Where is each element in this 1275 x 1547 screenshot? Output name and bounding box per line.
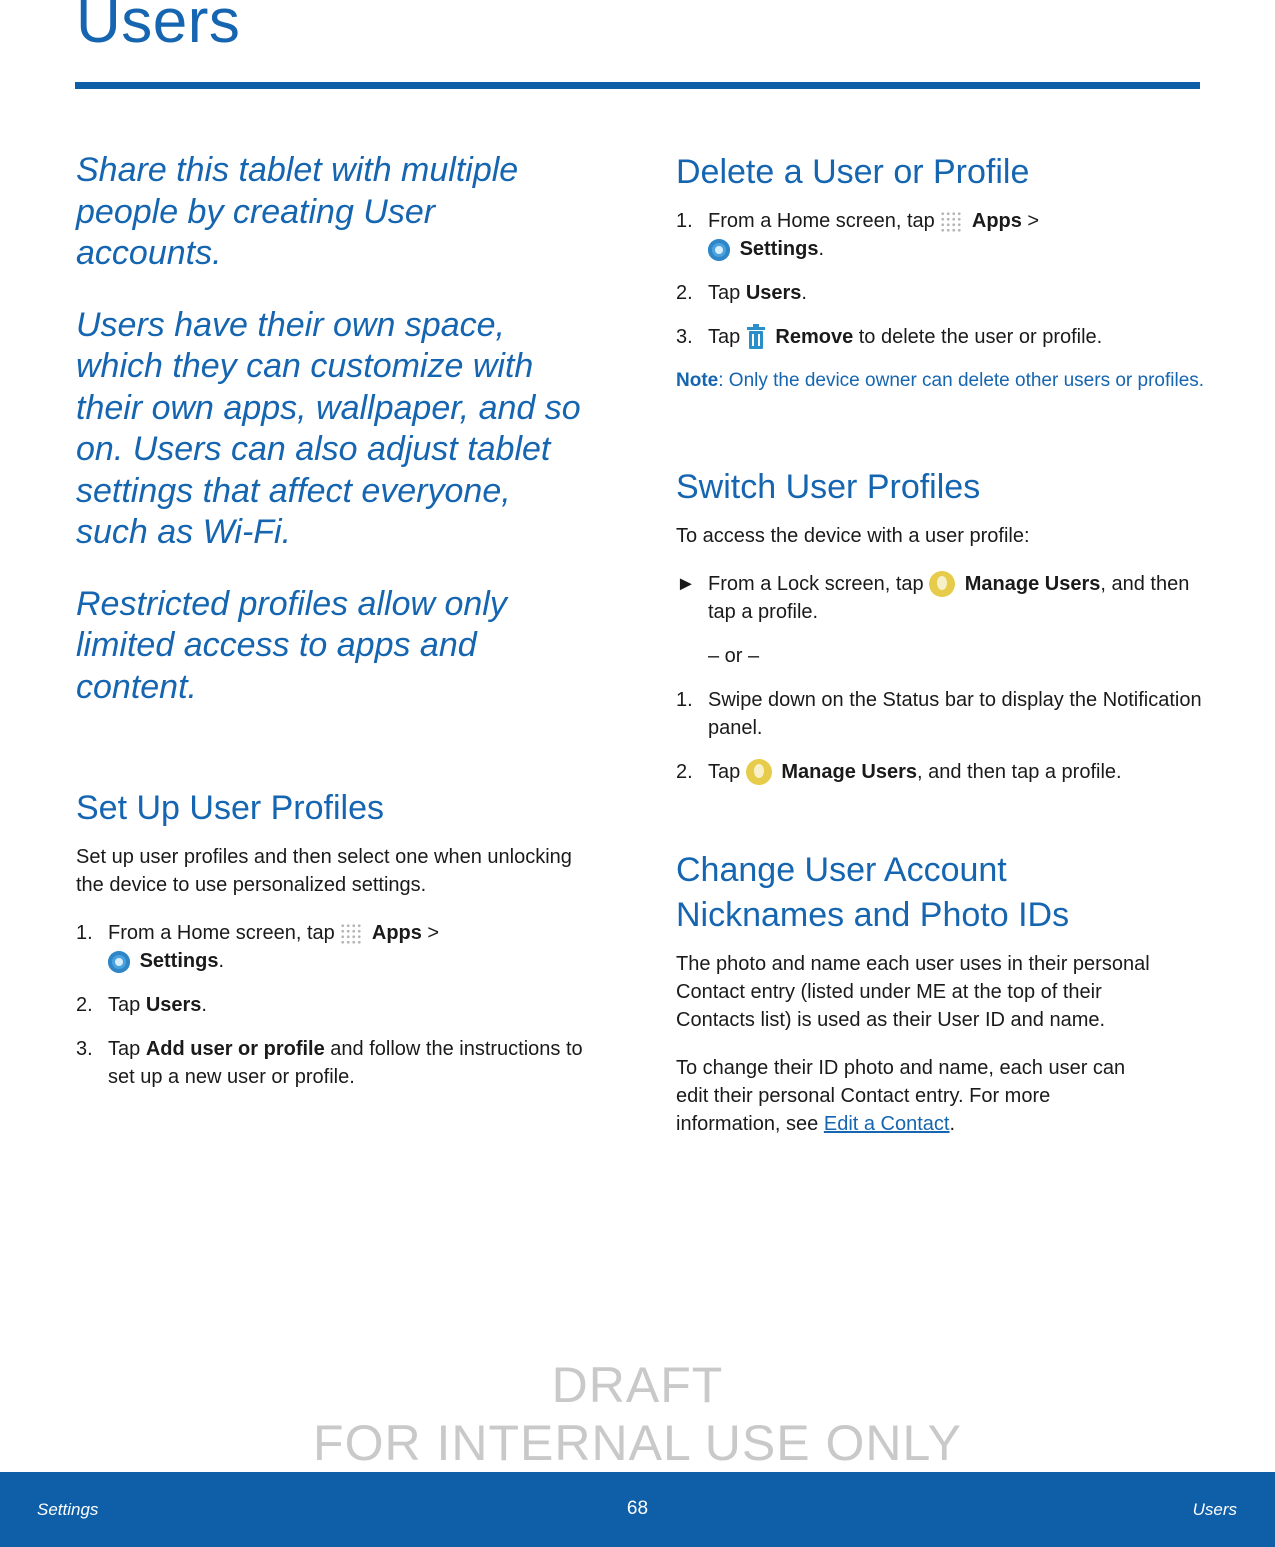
switch-heading: Switch User Profiles [676,468,981,506]
draft-watermark: DRAFT [551,1357,724,1413]
title-divider [75,82,1200,89]
left-column [76,150,586,1107]
apps-grid-icon [940,211,962,233]
add-user-label: Add user or profile [145,1038,325,1060]
list-item [676,686,1206,742]
note-label: Note [676,370,719,391]
users-label: Users [745,282,802,304]
step-text: Tap [108,1038,146,1060]
users-label: Users [145,994,202,1016]
bullet-item [676,570,1206,626]
footer-chapter-label: Users [1192,1500,1237,1519]
change-body-1: The photo and name each user uses in their personal Contact entry (listed under ME at the top of their Contacts list) is used as their User ID and name. [676,953,1150,1031]
or-separator: – or – [708,645,760,667]
list-item [76,991,586,1019]
intro-paragraph-2: Users have their own space, which they can customize with their own apps, wallpaper, and so on. Users can also adjust tablet settings that affect everyone, such as Wi-Fi. [76,305,581,551]
step-number: 1. [76,922,93,944]
bullet-arrow-icon: ► [676,573,696,595]
change-heading: Change User Account Nicknames and Photo IDs [676,851,1070,934]
settings-label: Settings [139,950,219,972]
page-title: Users [76,0,241,56]
switch-body: To access the device with a user profile: [676,525,1030,547]
internal-use-watermark: FOR INTERNAL USE ONLY [313,1415,962,1471]
step-text: and follow the instructions to set up a new user or profile. [108,1038,583,1088]
page-number: 68 [626,1498,649,1519]
delete-heading: Delete a User or Profile [676,153,1030,191]
settings-label: Settings [739,238,819,260]
settings-gear-icon [108,951,130,973]
punctuation: . [801,282,807,304]
apps-label: Apps [971,210,1022,232]
manage-users-label: Manage Users [964,573,1101,595]
step-text: to delete the user or profile. [853,326,1103,348]
note-text: : Only the device owner can delete other users or profiles. [718,370,1205,391]
setup-heading: Set Up User Profiles [76,789,384,827]
list-item [676,758,1206,786]
punctuation: . [201,994,207,1016]
settings-gear-icon [708,239,730,261]
manage-users-label: Manage Users [781,761,917,783]
step-text: , and then tap a profile. [917,761,1122,783]
change-body-2 [676,1054,1156,1138]
step-number: 3. [676,326,693,348]
trash-icon [746,324,766,350]
remove-label: Remove [775,326,854,348]
step-number: 2. [676,761,693,783]
step-number: 3. [76,1038,93,1060]
step-number: 1. [676,210,693,232]
step-number: 2. [676,282,693,304]
step-text: Tap [108,994,146,1016]
right-column [676,150,1206,1158]
step-number: 1. [676,689,693,711]
step-text: From a Lock screen, tap [708,573,930,595]
switch-steps [676,686,1206,786]
punctuation: . [818,238,825,260]
step-text: , and then tap a profile. [708,573,1190,623]
delete-note [676,367,1206,395]
step-text: Tap [708,282,746,304]
punctuation: . [949,1113,956,1135]
delete-steps [676,207,1206,351]
apps-label: Apps [371,922,422,944]
intro-paragraph-3: Restricted profiles allow only limited access to apps and content. [76,584,507,706]
manage-users-icon [746,759,772,785]
list-item [676,279,1206,307]
intro-paragraph-1: Share this tablet with multiple people by creating User accounts. [76,151,519,272]
step-text: Tap [708,326,746,348]
setup-body: Set up user profiles and then select one when unlocking the device to use personalized settings. [76,846,572,896]
setup-steps [76,919,586,1091]
list-item [676,207,1206,263]
edit-contact-link[interactable]: Edit a Contact [823,1113,950,1135]
separator: > [421,922,440,944]
step-number: 2. [76,994,93,1016]
step-text: Tap [708,761,746,783]
step-text: From a Home screen, tap [108,922,341,944]
manage-users-icon [929,571,955,597]
step-text: Swipe down on the Status bar to display the Notification panel. [708,689,1202,739]
list-item [676,323,1206,351]
punctuation: . [218,950,225,972]
footer-section-label: Settings [37,1500,99,1519]
page-footer [0,1472,1275,1547]
body-text: To change their ID photo and name, each user can edit their personal Contact entry. For more information, see [676,1057,1126,1135]
step-text: From a Home screen, tap [708,210,941,232]
apps-grid-icon [340,923,362,945]
separator: > [1021,210,1040,232]
list-item [76,1035,586,1091]
list-item [76,919,586,975]
